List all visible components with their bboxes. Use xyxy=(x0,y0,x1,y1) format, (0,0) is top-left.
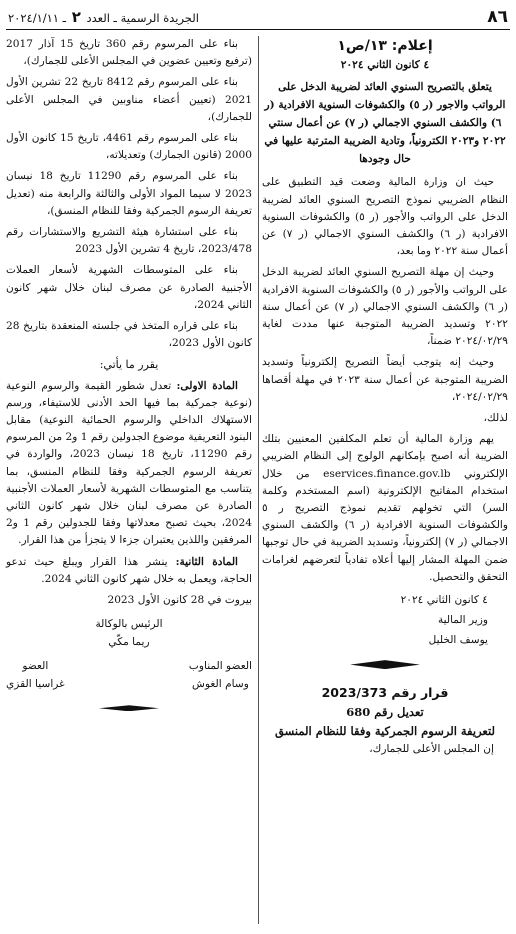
recital: بناء على المرسوم رقم 8412 تاريخ 22 تشرين الأول 2021 (تعيين أعضاء مناوبين في المجلس الأعلى للجمارك)، xyxy=(6,76,252,123)
president-role: الرئيس بالوكالة xyxy=(95,618,163,631)
announcement-subject: يتعلق بالتصريح السنوي العائد لضريبة الدخل على الرواتب والاجور (ر ٥) والكشوفات السنوية الافرادية (ر ٦) والكشف السنوي الاجمالي (ر ٧) عن أعمال سنتي ٢٠٢٢ و٢٠٢٣ الكترونياً، وتادية الضريبة المترتبة عليها في حال وجودها xyxy=(264,81,506,166)
announcement-paragraph: وحيث إنه يتوجب أيضاً التصريح إلكترونياً وتسديد الضريبة المتوجبة عن أعمال سنة ٢٠٢٣ في مهلة أقصاها ٢٠٢٤/٠٢/٢٩، xyxy=(262,356,508,403)
issue-date: ـ ٢٠٢٤/١/١١ xyxy=(8,10,67,25)
article-1 xyxy=(6,378,252,550)
recital: بناء على المرسوم رقم 11290 تاريخ 18 نيسان 2023 لا سيما المواد الأولى والثالثة والرابعة منه (تعديل تعريفة الرسوم الجمركية وفقا للنظام المنسق)، xyxy=(6,170,252,217)
place-date: بيروت في 28 كانون الأول 2023 xyxy=(107,594,252,607)
signatories xyxy=(6,615,252,693)
member-1-name: وسام الغوش xyxy=(192,678,249,691)
article-2-title: المادة الثانية: xyxy=(175,555,238,568)
article-2-text: ينشر هذا القرار ويبلغ حيث تدعو الحاجة، ويعمل به خلال شهر كانون الثاني 2024. xyxy=(6,555,252,585)
signature-date: ٤ كانون الثاني ٢٠٢٤ xyxy=(400,594,488,607)
page-header xyxy=(6,6,510,30)
decides-heading: يقرر ما يأتي: xyxy=(99,358,159,372)
decision-intro: إن المجلس الأعلى للجمارك، xyxy=(369,743,494,756)
recital: بناء على المرسوم رقم 4461، تاريخ 15 كانون الأول 2000 (قانون الجمارك) وتعديلاته، xyxy=(6,132,252,162)
decision-title: قرار رقم 2023/373 xyxy=(321,685,449,701)
column-divider xyxy=(258,36,259,924)
signature-name: يوسف الخليل xyxy=(428,634,488,647)
announcement-date: ٤ كانون الثاني ٢٠٢٤ xyxy=(340,59,430,72)
recital: بناء على استشارة هيئة التشريع والاستشارات رقم 2023/478، تاريخ 4 تشرين الأول 2023 xyxy=(6,226,252,256)
announcement-title: إعلام: ١٣/ص١ xyxy=(337,38,433,54)
announcement-paragraph: وحيث إن مهلة التصريح السنوي العائد لضريبة الدخل على الرواتب والأجور (ر ٥) والكشوفات السنوية الافرادية (ر ٦) والكشف السنوي الاجمالي (ر ٧) عن أعمال سنة ٢٠٢٢ وتسديد الضريبة المتوجبة عنها مددت لغاية ٢٠٢٤/٠٢/٢٩ ضمناً، xyxy=(262,266,508,348)
section-divider xyxy=(350,660,420,669)
gazette-header-title xyxy=(8,8,199,26)
members-row xyxy=(6,657,252,693)
recital: بناء على قراره المتخذ في جلسته المنعقدة بتاريخ 28 كانون الأول 2023، xyxy=(6,320,252,350)
issue-number: ٢ xyxy=(71,7,81,26)
end-divider xyxy=(99,705,159,711)
decision-amendment: تعديل رقم 680 xyxy=(346,705,424,720)
member-1 xyxy=(189,657,252,693)
recital: بناء على المرسوم رقم 360 تاريخ 15 آذار 2017 (ترفيع وتعيين عضوين في المجلس الأعلى للجمارك)، xyxy=(6,38,252,68)
announcement-paragraph: حيث ان وزارة المالية وضعت قيد التطبيق على النظام الضريبي نموذج التصريح السنوي العائد لضريبة الدخل على الرواتب والأجور (ر ٥) والكشوفات السنوية الافرادية (ر ٦) والكشف السنوي الاجمالي (ر ٧) عن أعمال سنة ٢٠٢٢ وما بعد، xyxy=(262,176,508,258)
gazette-name: الجريدة الرسمية ـ العدد xyxy=(86,10,199,25)
article-1-text: تعدل شطور القيمة والرسوم النوعية (نوعية جمركية بما فيها الحد الأدنى للاستيفاء، ورسم الاستهلاك الداخلي والرسوم الحمائية النوعية) مقابل البنود التعريفية موضوع الجدولين رقم 1 و2 من المرسوم رقم 11290، تاريخ 18 نيسان 2023، والواردة في تعريفة الرسوم الجمركية وفقا للنظام المنسق، بما يتناسب مع المتوسطات الشهرية لأسعار العملات الأجنبية الصادرة عن مصرف لبنان خلال شهر كانون الثاني 2024، بحيث تصبح معدلاتها وفقا للجدولين رقم 1 و2 المرفقين واللذين يعتبران جزءا لا يتجزأ من هذا القرار. xyxy=(6,379,253,547)
page-number: ٨٦ xyxy=(487,6,508,27)
announcement-paragraph: لذلك، xyxy=(483,412,508,425)
member-2 xyxy=(6,657,65,693)
announcement-signature xyxy=(262,590,488,650)
member-2-name: غراسيا القزي xyxy=(6,678,65,691)
announcement-paragraph: يهم وزارة المالية أن تعلم المكلفين المعنيين بتلك الضريبة أنه اصبح بإمكانهم الولوج إلى النظام الضريبي الإلكتروني eservices.finance.gov.lb من خلال استخدام المفاتيح الإلكترونية (اسم المستخدم وكلمة السر) التي تخولهم تقديم نموذج التصريح ر ٥ والكشوفات السنوية الافرادية (ر ٦) والكشف السنوي الاجمالي (ر ٧) إلكترونياً، وتسديد الضريبة في حال توجبها ضمن المهلة المشار إليها أعلاه تفادياً لتعرضهم لغرامات التحقق والتحصيل. xyxy=(262,433,508,583)
member-2-role: العضو xyxy=(22,660,49,673)
article-1-title: المادة الاولى: xyxy=(176,379,238,392)
member-1-role: العضو المناوب xyxy=(188,660,252,673)
left-column xyxy=(6,36,252,711)
signature-role: وزير المالية xyxy=(437,614,488,627)
president-name: ريما مكّي xyxy=(108,636,150,649)
decision-subject: لتعريفة الرسوم الجمركية وفقا للنظام المنسق xyxy=(275,724,495,739)
article-2 xyxy=(6,554,252,588)
right-column xyxy=(262,36,508,762)
recital: بناء على المتوسطات الشهرية لأسعار العملات الأجنبية الصادرة عن مصرف لبنان خلال شهر كانون الثاني 2024، xyxy=(6,264,252,311)
